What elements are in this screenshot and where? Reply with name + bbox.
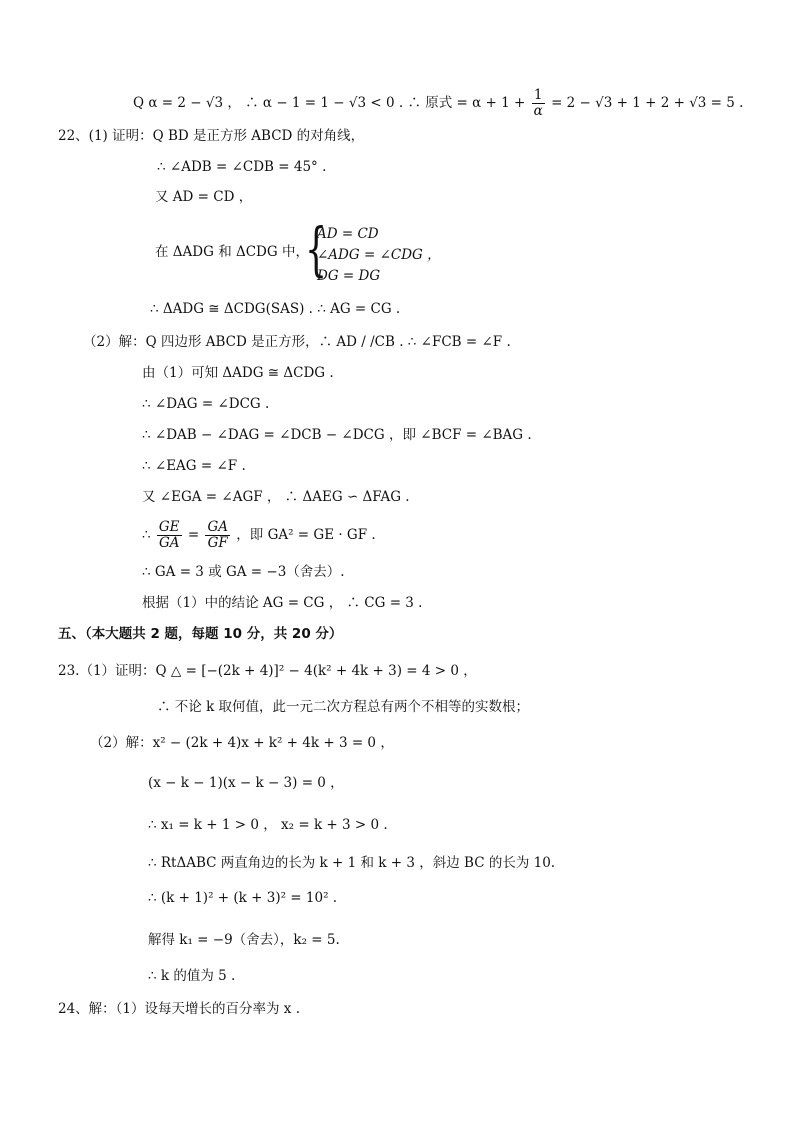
q23-part2-solve: 解得 k₁ = −9（舍去），k₂ = 5. <box>148 932 340 948</box>
alpha-eval-result: = 2 − √3 + 1 + 2 + √3 = 5 . <box>551 95 744 111</box>
q22-step-angle: ∴ ∠ADB = ∠CDB = 45° . <box>157 159 327 175</box>
system-line-1: AD = CD <box>317 226 379 242</box>
q24-heading: 24、解：（1）设每天增长的百分率为 x . <box>58 1001 301 1017</box>
fraction-numerator: 1 <box>532 88 545 104</box>
q22-part2-step-c: ∴ ∠DAB − ∠DAG = ∠DCB − ∠DCG ，即 ∠BCF = ∠BAG . <box>142 427 532 443</box>
ratio-tail: ，即 GA² = GE · GF . <box>236 527 376 543</box>
q22-heading: 22、(1) 证明：Q BD 是正方形 ABCD 的对角线， <box>58 128 365 144</box>
q23-part2-heading: （2）解：x² − (2k + 4)x + k² + 4k + 3 = 0 ， <box>90 735 394 751</box>
q22-equation-system <box>305 215 465 286</box>
section-five-heading: 五、（本大题共 2 题，每题 10 分，共 20 分） <box>58 626 343 642</box>
system-line-2: ∠ADG = ∠CDG ， <box>317 247 441 263</box>
q22-part2-step-h: 根据（1）中的结论 AG = CG ， ∴ CG = 3 . <box>142 595 423 611</box>
q22-conclusion-1: ∴ ΔADG ≅ ΔCDG(SAS) . ∴ AG = CG . <box>150 301 401 317</box>
fraction-ga-over-gf <box>205 520 230 551</box>
fraction-denominator: GA <box>158 535 180 551</box>
q22-part2-step-g: ∴ GA = 3 或 GA = −3（舍去）. <box>142 564 345 580</box>
fraction-denominator: GF <box>207 535 228 551</box>
equals-sign: = <box>187 527 200 543</box>
q22-part2-step-d: ∴ ∠EAG = ∠F . <box>142 458 246 474</box>
q23-part2-roots: ∴ x₁ = k + 1 > 0 ， x₂ = k + 3 > 0 . <box>148 817 388 833</box>
brace-symbol: { <box>305 215 328 283</box>
fraction-numerator: GA <box>207 519 228 535</box>
q22-part2-ratio <box>142 520 376 551</box>
q23-part2-answer: ∴ k 的值为 5 . <box>148 968 236 984</box>
line-alpha-eval <box>133 88 743 119</box>
fraction-denominator: α <box>533 103 543 119</box>
fraction-numerator: GE <box>158 519 180 535</box>
system-line-3: DG = DG <box>317 268 381 284</box>
therefore-symbol: ∴ <box>142 527 151 543</box>
q23-part1-conclusion: ∴ 不论 k 取何值，此一元二次方程总有两个不相等的实数根； <box>157 699 530 715</box>
q22-part2-step-e: 又 ∠EGA = ∠AGF ， ∴ ΔAEG ∽ ΔFAG . <box>142 489 410 505</box>
q23-part1: 23.（1）证明：Q △ = [−(2k + 4)]² − 4(k² + 4k + 3) = 4 > 0 ， <box>58 663 477 679</box>
q22-step-triangles: 在 ΔADG 和 ΔCDG 中， <box>155 244 309 260</box>
q23-part2-legs: ∴ RtΔABC 两直角边的长为 k + 1 和 k + 3 ，斜边 BC 的长为 10. <box>148 855 556 871</box>
q22-part2-step-a: 由（1）可知 ΔADG ≅ ΔCDG . <box>142 365 334 381</box>
fraction-one-over-alpha <box>532 88 545 119</box>
q22-step-side: 又 AD = CD ， <box>155 189 253 205</box>
q22-part2-heading: （2）解：Q 四边形 ABCD 是正方形，∴ AD / /CB . ∴ ∠FCB = ∠F . <box>83 334 511 350</box>
q23-part2-factor: (x − k − 1)(x − k − 3) = 0 ， <box>148 775 344 791</box>
alpha-eval-text: Q α = 2 − √3 ， ∴ α − 1 = 1 − √3 < 0 . ∴ 原式 = α + 1 + <box>133 95 526 111</box>
q22-part2-step-b: ∴ ∠DAG = ∠DCG . <box>142 396 270 412</box>
q23-part2-pythagoras: ∴ (k + 1)² + (k + 3)² = 10² . <box>148 890 338 906</box>
fraction-ge-over-ga <box>157 520 182 551</box>
